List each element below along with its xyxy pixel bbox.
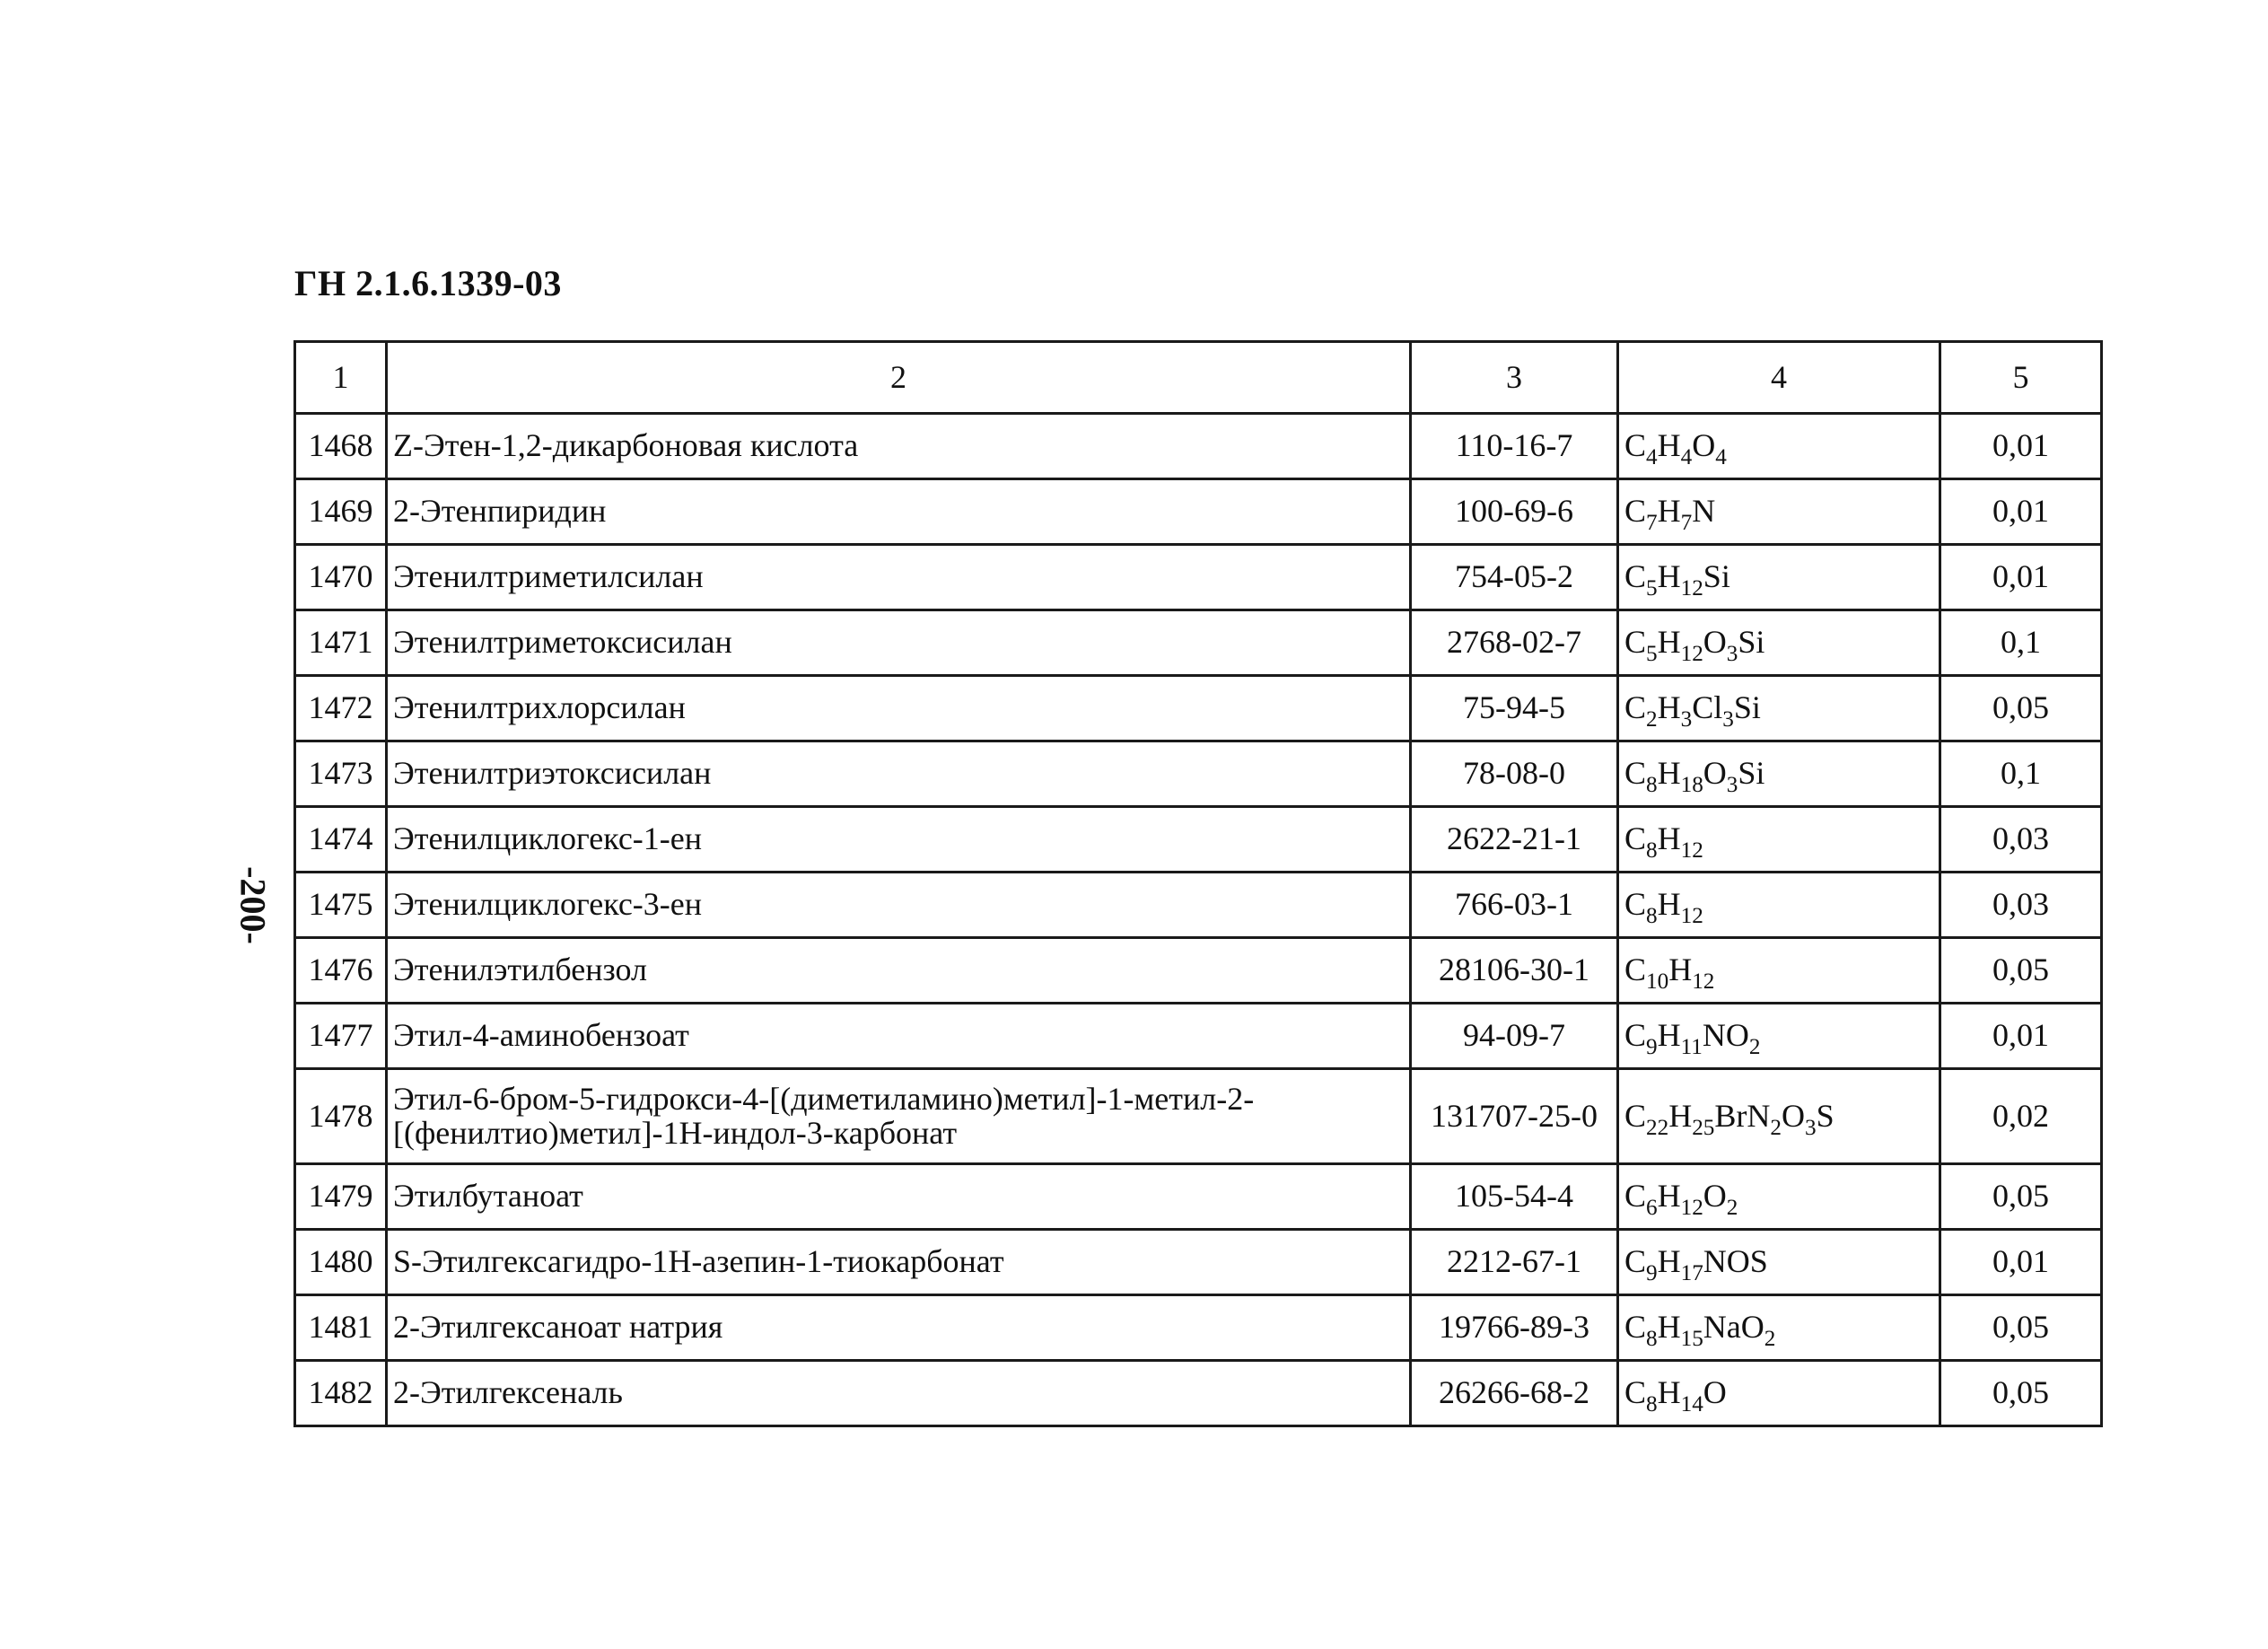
row-number: 1476 [295, 938, 387, 1004]
chemical-formula: $C_8H_{15}NaO_2$ [1618, 1295, 1940, 1361]
limit-value: 0,1 [1940, 741, 2102, 807]
column-header-name: 2 [387, 342, 1411, 414]
table-body [295, 414, 2102, 1426]
substance-name: 2-Этилгексеналь [387, 1361, 1411, 1426]
chemical-formula: $C_8H_{14}O$ [1618, 1361, 1940, 1426]
cas-number: 26266-68-2 [1411, 1361, 1618, 1426]
limit-value: 0,03 [1940, 873, 2102, 938]
substance-name: Этенилтриметоксисилан [387, 610, 1411, 676]
chemical-formula: $C_9H_{17}NOS$ [1618, 1230, 1940, 1295]
limit-value: 0,02 [1940, 1069, 2102, 1164]
cas-number: 766-03-1 [1411, 873, 1618, 938]
row-number: 1480 [295, 1230, 387, 1295]
table-row [295, 545, 2102, 610]
table-header [295, 342, 2102, 414]
substance-name: Этенилтриэтоксисилан [387, 741, 1411, 807]
row-number: 1471 [295, 610, 387, 676]
row-number: 1481 [295, 1295, 387, 1361]
limit-value: 0,01 [1940, 479, 2102, 545]
limit-value: 0,01 [1940, 545, 2102, 610]
row-number: 1470 [295, 545, 387, 610]
substance-name: 2-Этилгексаноат натрия [387, 1295, 1411, 1361]
substance-name: Этенилтрихлорсилан [387, 676, 1411, 741]
substance-name: Этил-4-аминобензоат [387, 1004, 1411, 1069]
table-row [295, 479, 2102, 545]
substance-name: Этенилтриметилсилан [387, 545, 1411, 610]
substance-name: Этенилциклогекс-1-ен [387, 807, 1411, 873]
table-row [295, 1164, 2102, 1230]
column-header-cas: 3 [1411, 342, 1618, 414]
cas-number: 131707-25-0 [1411, 1069, 1618, 1164]
cas-number: 19766-89-3 [1411, 1295, 1618, 1361]
chemical-formula: $C_6H_{12}O_2$ [1618, 1164, 1940, 1230]
chemical-formula: $C_{10}H_{12}$ [1618, 938, 1940, 1004]
chemical-formula: $C_8H_{18}O_3Si$ [1618, 741, 1940, 807]
limit-value: 0,05 [1940, 1295, 2102, 1361]
chemical-formula: $C_2H_3Cl_3Si$ [1618, 676, 1940, 741]
substance-name: Этенилциклогекс-3-ен [387, 873, 1411, 938]
chemical-formula: $C_7H_7N$ [1618, 479, 1940, 545]
row-number: 1468 [295, 414, 387, 479]
limit-value: 0,05 [1940, 676, 2102, 741]
limit-value: 0,05 [1940, 938, 2102, 1004]
limit-value: 0,05 [1940, 1361, 2102, 1426]
table-row [295, 1230, 2102, 1295]
substance-name: Этил-6-бром-5-гидрокси-4-[(диметиламино)метил]-1-метил-2-[(фенилтио)метил]-1H-индол-3-карбонат [387, 1069, 1411, 1164]
cas-number: 28106-30-1 [1411, 938, 1618, 1004]
substance-name: Z-Этен-1,2-дикарбоновая кислота [387, 414, 1411, 479]
chemical-formula: $C_4H_4O_4$ [1618, 414, 1940, 479]
row-number: 1469 [295, 479, 387, 545]
limit-value: 0,01 [1940, 1004, 2102, 1069]
table-row [295, 938, 2102, 1004]
cas-number: 110-16-7 [1411, 414, 1618, 479]
table-row [295, 1361, 2102, 1426]
chemical-formula: $C_8H_{12}$ [1618, 873, 1940, 938]
table-row [295, 807, 2102, 873]
row-number: 1478 [295, 1069, 387, 1164]
limit-value: 0,01 [1940, 414, 2102, 479]
limit-value: 0,01 [1940, 1230, 2102, 1295]
cas-number: 2768-02-7 [1411, 610, 1618, 676]
chemical-formula: $C_5H_{12}O_3Si$ [1618, 610, 1940, 676]
row-number: 1475 [295, 873, 387, 938]
document-title: ГН 2.1.6.1339-03 [294, 263, 562, 303]
table-row [295, 676, 2102, 741]
page-number: -200- [232, 866, 274, 944]
header-row [295, 342, 2102, 414]
limit-value: 0,03 [1940, 807, 2102, 873]
limit-value: 0,1 [1940, 610, 2102, 676]
chemical-formula: $C_8H_{12}$ [1618, 807, 1940, 873]
chemical-formula: $C_9H_{11}NO_2$ [1618, 1004, 1940, 1069]
substance-name: 2-Этенпиридин [387, 479, 1411, 545]
table-row [295, 1004, 2102, 1069]
cas-number: 754-05-2 [1411, 545, 1618, 610]
substance-name: S-Этилгексагидро-1H-азепин-1-тиокарбонат [387, 1230, 1411, 1295]
row-number: 1479 [295, 1164, 387, 1230]
row-number: 1477 [295, 1004, 387, 1069]
cas-number: 2212-67-1 [1411, 1230, 1618, 1295]
column-header-formula: 4 [1618, 342, 1940, 414]
cas-number: 75-94-5 [1411, 676, 1618, 741]
substances-table [293, 340, 2103, 1427]
chemical-formula: $C_{22}H_{25}BrN_2O_3S$ [1618, 1069, 1940, 1164]
cas-number: 2622-21-1 [1411, 807, 1618, 873]
cas-number: 100-69-6 [1411, 479, 1618, 545]
column-header-number: 1 [295, 342, 387, 414]
table-row [295, 414, 2102, 479]
column-header-value: 5 [1940, 342, 2102, 414]
table-row [295, 1295, 2102, 1361]
chemical-formula: $C_5H_{12}Si$ [1618, 545, 1940, 610]
cas-number: 94-09-7 [1411, 1004, 1618, 1069]
row-number: 1482 [295, 1361, 387, 1426]
table-row [295, 741, 2102, 807]
row-number: 1472 [295, 676, 387, 741]
table-row [295, 1069, 2102, 1164]
limit-value: 0,05 [1940, 1164, 2102, 1230]
table-row [295, 873, 2102, 938]
row-number: 1474 [295, 807, 387, 873]
table-row [295, 610, 2102, 676]
substance-name: Этилбутаноат [387, 1164, 1411, 1230]
substance-name: Этенилэтилбензол [387, 938, 1411, 1004]
cas-number: 105-54-4 [1411, 1164, 1618, 1230]
cas-number: 78-08-0 [1411, 741, 1618, 807]
row-number: 1473 [295, 741, 387, 807]
